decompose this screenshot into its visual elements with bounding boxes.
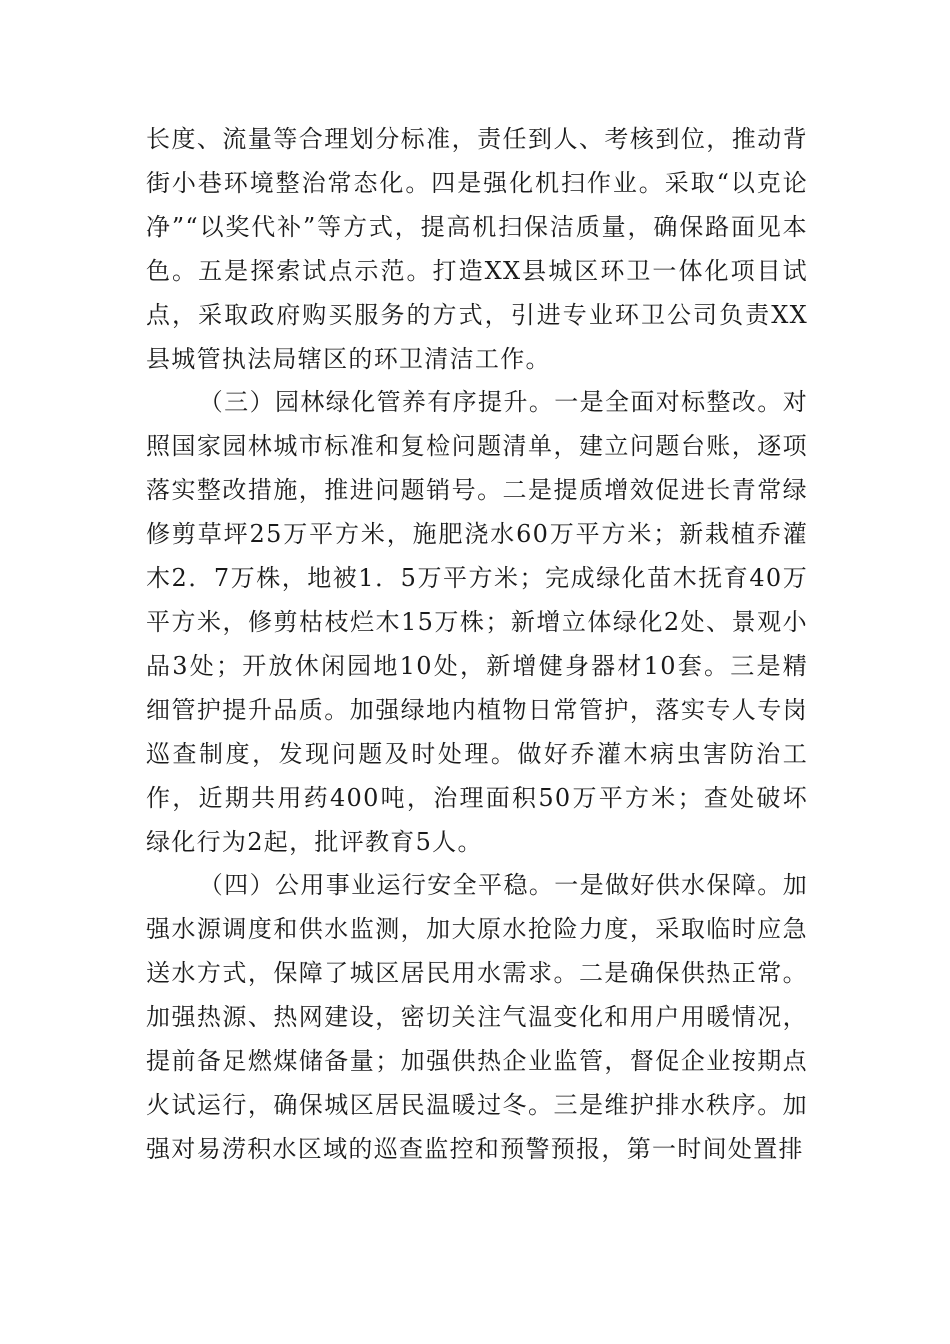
paragraph-landscaping: （三）园林绿化管养有序提升。一是全面对标整改。对照国家园林城市标准和复检问题清单，建立问题台账，逐项落实整改措施，推进问题销号。二是提质增效促进长青常绿修剪草坪25万平方米，施肥浇水60万平方米；新栽植乔灌木2．7万株，地被1．5万平方米；完成绿化苗木抚育40万平方米，修剪枯枝烂木15万株；新增立体绿化2处、景观小品3处；开放休闲园地10处，新增健身器材10套。三是精细管护提升品质。加强绿地内植物日常管护，落实专人专岗巡查制度，发现问题及时处理。做好乔灌木病虫害防治工作，近期共用药400吨，治理面积50万平方米；查处破坏绿化行为2起，批评教育5人。 [146, 388, 808, 856]
paragraph-sanitation-continued: 长度、流量等合理划分标准，责任到人、考核到位，推动背街小巷环境整治常态化。四是强化机扫作业。采取“以克论净”“以奖代补”等方式，提高机扫保洁质量，确保路面见本色。五是探索试点示范。打造XX县城区环卫一体化项目试点，采取政府购买服务的方式，引进专业环卫公司负责XX县城管执法局辖区的环卫清洁工作。 [146, 125, 808, 373]
document-body [146, 118, 808, 1172]
paragraph-public-utilities: （四）公用事业运行安全平稳。一是做好供水保障。加强水源调度和供水监测，加大原水抢险力度，采取临时应急送水方式，保障了城区居民用水需求。二是确保供热正常。加强热源、热网建设，密切关注气温变化和用户用暖情况，提前备足燃煤储备量；加强供热企业监管，督促企业按期点火试运行，确保城区居民温暖过冬。三是维护排水秩序。加强对易涝积水区域的巡查监控和预警预报，第一时间处置排 [146, 871, 808, 1163]
